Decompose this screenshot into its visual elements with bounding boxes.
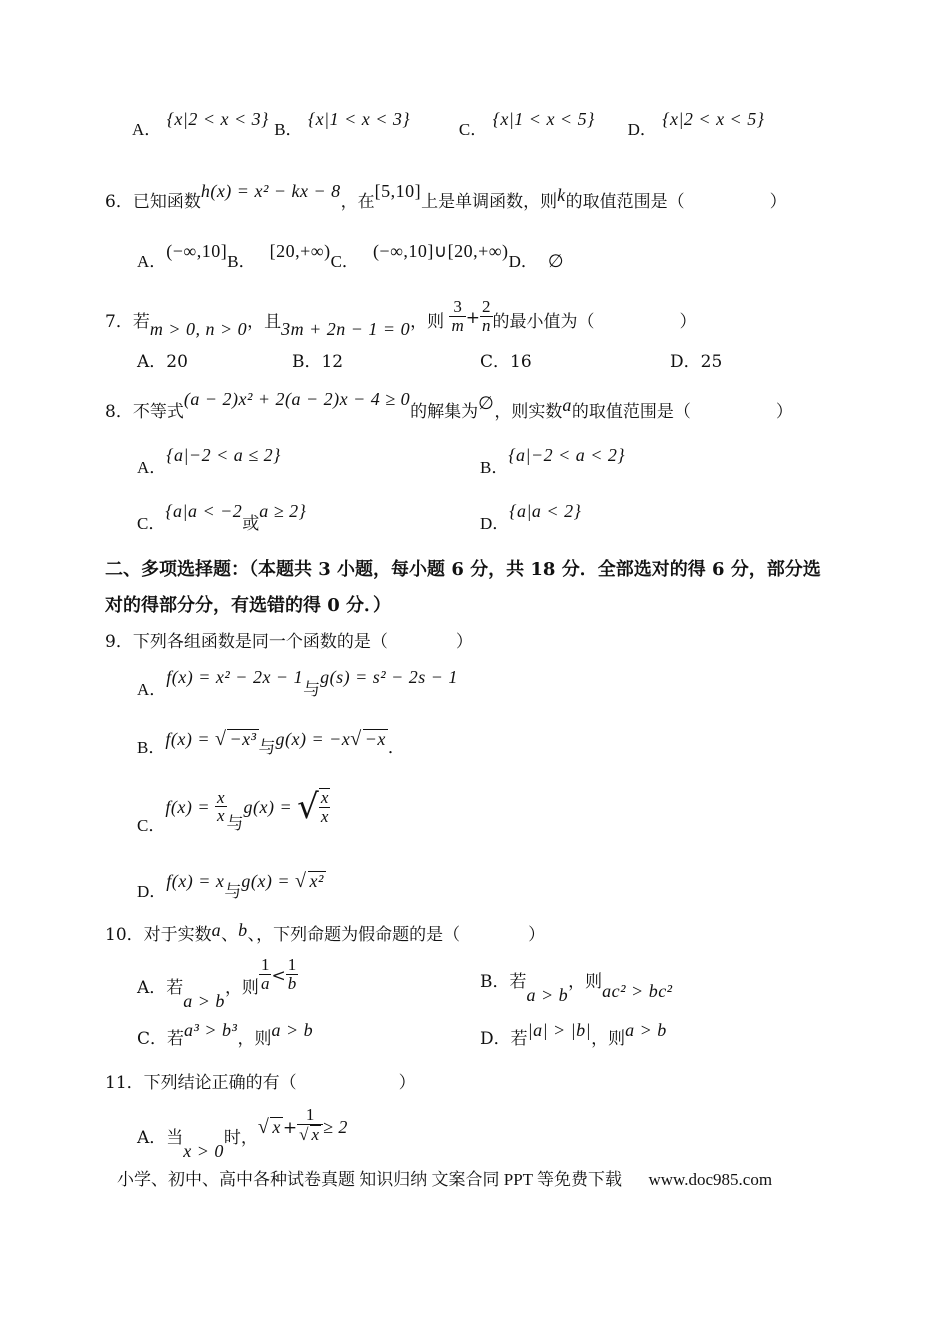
q6-a-math: (−∞,10] [166, 241, 228, 261]
q8-option-b: B．{a|−2 < a < 2} [480, 445, 626, 477]
q9-d-f: f(x) = x [166, 871, 225, 891]
q5-d-label: D． [627, 120, 657, 139]
q8-mid2: ，则实数 [494, 402, 563, 422]
q6-var: k [557, 185, 566, 205]
q9-c-root-fraction: $\frac{x}{x}$ [320, 788, 329, 826]
q9-b-f: f(x) = [165, 729, 215, 749]
q6-suffix: 的取值范围是（ ） [565, 192, 787, 212]
q8-c-or: 或 [242, 514, 260, 534]
q9-a-g: g(s) = s² − 2s − 1 [320, 667, 458, 687]
q9-b-f-radicand: −x³ [229, 729, 257, 749]
q8-var: a [562, 395, 572, 415]
q9-option-d: D．f(x) = x与g(x) = √ x² [137, 870, 324, 902]
q6-c-label: C． [330, 252, 359, 271]
q8-c-math2: a ≥ 2} [259, 501, 307, 521]
q6-options [137, 241, 565, 271]
q9-option-c: C．f(x) = $\frac{x}{x}$ 与g(x) = √ $\frac{x}{x}$ [137, 786, 329, 836]
q7-prefix: 7．若 [105, 311, 150, 332]
section2-heading-line1: 二、多项选择题：（本题共 3 小题，每小题 6 分，共 18 分．全部选对的得 6 分，部分选 [105, 559, 821, 580]
q5-options [132, 109, 765, 139]
q5-a-math: {x|2 < x < 3} [166, 109, 269, 129]
q6-mid2: 上是单调函数，则 [421, 192, 558, 212]
q6-mid: ，在 [340, 192, 375, 212]
q8-b-math: {a|−2 < a < 2} [508, 445, 626, 465]
q10-d-cond: |a| > |b| [527, 1020, 592, 1040]
q6-function: h(x) = x² − kx − 8 [200, 181, 341, 201]
q5-d-math: {x|2 < x < 5} [662, 109, 765, 129]
q7-fraction-2-n: $\frac{2}{n}$ [482, 297, 491, 335]
q8-c-math1: {a|a < −2 [165, 501, 243, 521]
q7-fraction-3-m: $\frac{3}{m}$ [451, 297, 464, 335]
q8-a-math: {a|−2 < a ≤ 2} [166, 445, 281, 465]
q11-a-result: ≥ 2 [323, 1117, 348, 1138]
q9-stem: 9．下列各组函数是同一个函数的是（ ） [105, 632, 473, 652]
q11-option-a: A．当x > 0时，√ x + $\frac{1}{√ x}$ ≥ 2 [137, 1105, 348, 1162]
q9-d-g: g(x) = [241, 871, 296, 891]
q5-b-label: B． [274, 120, 303, 139]
q5-b-math: {x|1 < x < 3} [307, 109, 411, 129]
q8-prefix: 8．不等式 [105, 402, 184, 422]
q8-empty-set: ∅ [478, 393, 495, 413]
q10-stem: 10．对于实数a、b、，下列命题为假命题的是（ ） [105, 920, 546, 945]
q8-option-d: D．{a|a < 2} [480, 501, 582, 533]
q8-option-a: A．{a|−2 < a ≤ 2} [137, 445, 281, 477]
q8-mid: 的解集为 [410, 402, 479, 422]
q10-option-a: A．若a > b，则 $\frac{1}{a}$ < $\frac{1}{b}$ [137, 955, 297, 1011]
q9-b-g-radicand: −x [364, 729, 386, 749]
q6-stem [105, 181, 787, 212]
q10-var-a: a [211, 920, 222, 940]
q6-interval: [5,10] [374, 181, 422, 201]
footer [117, 1171, 772, 1188]
q7-mid: ，且 [247, 311, 282, 332]
q8-option-c: C．{a|a < −2或a ≥ 2} [137, 501, 307, 534]
q5-c-label: C． [458, 120, 488, 139]
q10-d-result: a > b [625, 1020, 667, 1040]
q6-c-math: (−∞,10]∪[20,+∞) [372, 241, 509, 261]
q7-stem [105, 297, 697, 339]
q6-b-math: [20,+∞) [269, 241, 331, 261]
q10-c-result: a > b [271, 1020, 314, 1040]
q6-prefix: 6．已知函数 [105, 192, 201, 212]
q7-option-d: D．25 [670, 352, 723, 372]
q5-a-label: A． [132, 120, 162, 139]
q5-c-math: {x|1 < x < 5} [492, 109, 595, 129]
q9-d-g-radicand: x² [309, 871, 324, 891]
q8-stem [105, 389, 793, 422]
q7-suffix: 的最小值为（ ） [492, 311, 697, 332]
q6-b-label: B． [227, 252, 256, 271]
footer-url: www.doc985.com [648, 1170, 773, 1189]
q9-a-f: f(x) = x² − 2x − 1 [166, 667, 304, 687]
q6-d-math: ∅ [547, 251, 565, 271]
q11-stem: 11．下列结论正确的有（ ） [105, 1073, 416, 1093]
q6-a-label: A． [137, 252, 167, 271]
q9-option-a: A．f(x) = x² − 2x − 1与g(s) = s² − 2s − 1 [137, 667, 458, 700]
q8-suffix: 的取值范围是（ ） [571, 402, 793, 422]
q10-option-d: D．若|a| > |b|，则a > b [480, 1020, 667, 1049]
q7-cond2: 3m + 2n − 1 = 0 [281, 318, 411, 339]
q9-c-f: f(x) = [165, 797, 215, 818]
q9-b-g: g(x) = −x [275, 729, 351, 749]
q10-option-b: B．若a > b，则ac² > bc² [480, 972, 673, 1005]
q6-d-label: D． [508, 252, 538, 271]
q9-c-g: g(x) = [243, 797, 298, 818]
q10-prefix: 10．对于实数 [105, 925, 212, 945]
footer-text: 小学、初中、高中各种试卷真题 知识归纳 文案合同 PPT 等免费下载 [117, 1170, 622, 1189]
q10-option-c: C．若a³ > b³，则a > b [137, 1020, 314, 1049]
q9-c-fraction: $\frac{x}{x}$ [216, 787, 225, 826]
q10-a-cond: a > b [183, 990, 225, 1011]
q10-b-result: ac² > bc² [602, 981, 673, 1001]
q11-a-cond: x > 0 [183, 1141, 224, 1162]
q8-d-math: {a|a < 2} [509, 501, 582, 521]
q10-b-cond: a > b [526, 985, 569, 1005]
q7-option-b: B．12 [292, 352, 344, 372]
q7-option-a: A．20 [137, 352, 188, 372]
section2-heading-line2: 对的得部分分，有选错的得 0 分．） [105, 595, 392, 616]
q10-suffix: 、，下列命题为假命题的是（ ） [247, 925, 546, 945]
q10-a-fraction1: $\frac{1}{a}$ [260, 955, 270, 993]
q10-a-fraction2: $\frac{1}{b}$ [287, 955, 297, 993]
q7-plus: + [465, 307, 481, 328]
q7-cond1: m > 0, n > 0 [149, 318, 248, 339]
q11-a-radicand: x [272, 1117, 281, 1138]
q9-option-b: B．f(x) = √ −x³ 与g(x) = −x√ −x ． [137, 728, 405, 758]
q11-a-fraction: $\frac{1}{√ x}$ [297, 1106, 323, 1144]
q10-var-b: b [238, 920, 248, 940]
q8-inequality: (a − 2)x² + 2(a − 2)x − 4 ≥ 0 [183, 389, 411, 409]
q7-mid2: ，则 [410, 311, 445, 332]
q7-option-c: C．16 [480, 352, 532, 372]
q10-c-cond: a³ > b³ [184, 1020, 238, 1040]
